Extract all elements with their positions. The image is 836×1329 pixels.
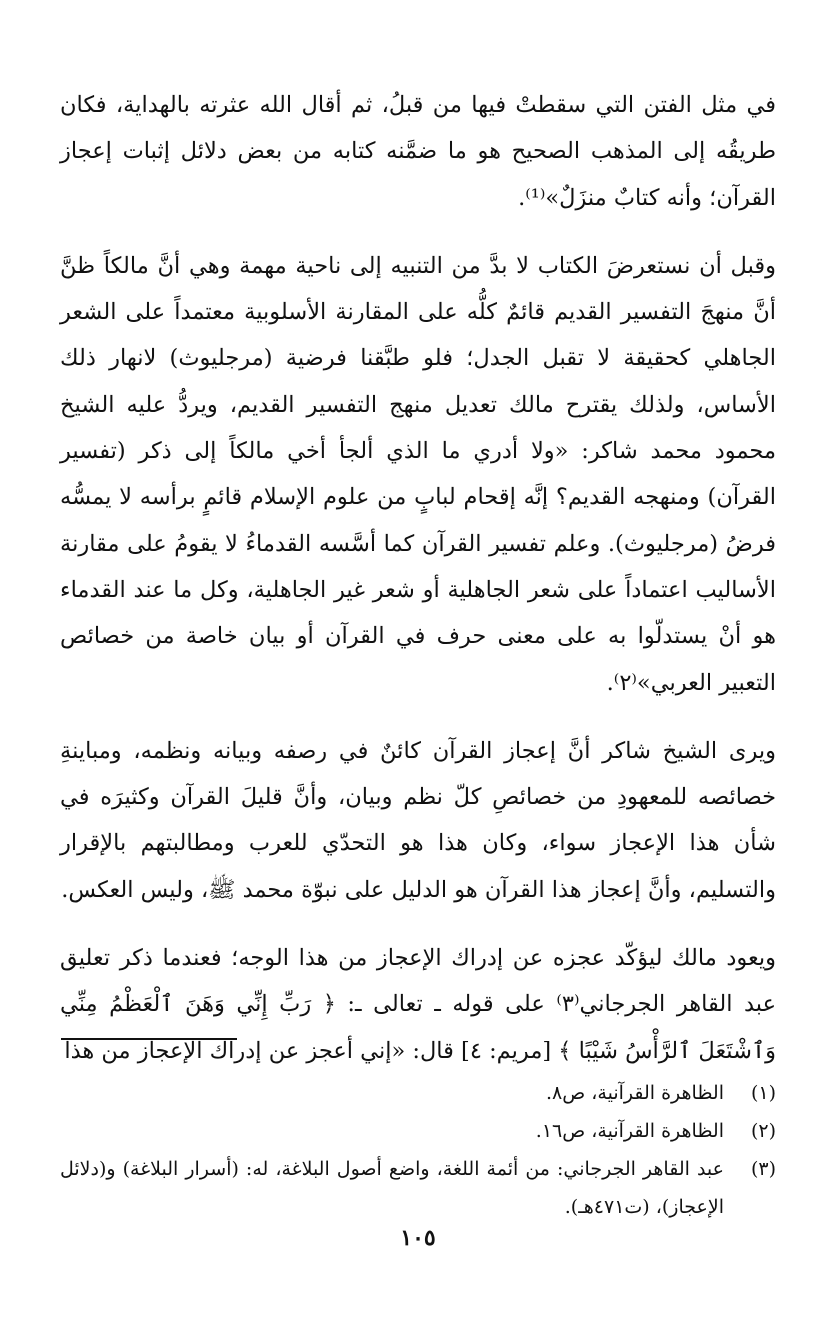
paragraph-2: وقبل أن نستعرضَ الكتاب لا بدَّ من التنبيه إلى ناحية مهمة وهي أنَّ مالكاً ظنَّ أنَّ منهجَ التفسير القديم قائمٌ كلُّه على المقارنة الأسلوبية معتمداً على الشعر الجاهلي كحقيقة لا تقبل الجدل؛ فلو طبَّقنا فرضية (مرجليوث) لانهار ذلك الأساس، ولذلك يقترح مالك تعديل منهج التفسير القديم، ويردُّ عليه الشيخ محمود محمد شاكر: «ولا أدري ما الذي ألجأ أخي مالكاً إلى ذكر (تفسير القرآن) ومنهجه القديم؟ إنَّه إقحام لبابٍ من علوم الإسلام قائمٍ برأسه لا يمسُّه فرضُ (مرجليوث). وعلم تفسير القرآن كما أسَّسه القدماءُ لا يقومُ على مقارنة الأساليب اعتماداً على شعر الجاهلية أو شعر غير الجاهلية، وكل ما عند القدماء هو أنْ يستدلّوا به على معنى حرف في القرآن أو بيان خاصة من خصائص التعبير العربي»⁽٢⁾. <box>60 252 776 696</box>
footnote-2 <box>60 1112 776 1150</box>
footnote-text: الظاهرة القرآنية، ص٨. <box>546 1082 724 1104</box>
footnote-separator <box>61 1038 237 1040</box>
footnote-number: (٣) <box>750 1158 776 1180</box>
footnote-number: (١) <box>750 1082 776 1104</box>
paragraph-3: ويرى الشيخ شاكر أنَّ إعجاز القرآن كائنٌ في رصفه وبيانه ونظمه، ومباينةِ خصائصه للمعهودِ من خصائصِ كلّ نظم وبيان، وأنَّ قليلَ القرآن وكثيرَه في شأن هذا الإعجاز سواء، وكان هذا هو التحدّي للعرب ومطالبتهم بالإقرار والتسليم، وأنَّ إعجاز هذا القرآن هو الدليل على نبوّة محمد ﷺ، وليس العكس. <box>60 737 776 903</box>
paragraph-4: ويعود مالك ليؤكّد عجزه عن إدراك الإعجاز من هذا الوجه؛ فعندما ذكر تعليق عبد القاهر الجرجاني⁽٣⁾ على قوله ـ تعالى ـ: ﴿ رَبِّ إِنِّي وَهَنَ ٱلْعَظْمُ مِنِّي وَٱشْتَعَلَ ٱلرَّأْسُ شَيْبًا ﴾ [مريم: ٤] قال: «إني أعجز عن إدراك الإعجاز من هذا <box>60 945 777 1064</box>
footnote-text: الظاهرة القرآنية، ص١٦. <box>535 1120 724 1142</box>
footnote-1 <box>60 1074 776 1112</box>
footnotes <box>60 1074 776 1226</box>
footnote-3 <box>60 1150 776 1226</box>
main-text <box>60 82 776 1074</box>
paragraph-1: في مثل الفتن التي سقطتْ فيها من قبلُ، ثم أقال الله عثرته بالهداية، فكان طريقُه إلى المذهب الصحيح هو ما ضمَّنه كتابه من بعض دلائل إثبات إعجاز القرآن؛ وأنه كتابٌ منزَلٌ»⁽¹⁾. <box>60 92 776 211</box>
page-number: ١٠٥ <box>400 1225 436 1251</box>
footnote-number: (٢) <box>750 1120 776 1142</box>
footnote-text: عبد القاهر الجرجاني: من أئمة اللغة، واضع أصول البلاغة، له: (أسرار البلاغة) و(دلائل الإعجاز)، (ت٤٧١هـ). <box>60 1158 724 1218</box>
